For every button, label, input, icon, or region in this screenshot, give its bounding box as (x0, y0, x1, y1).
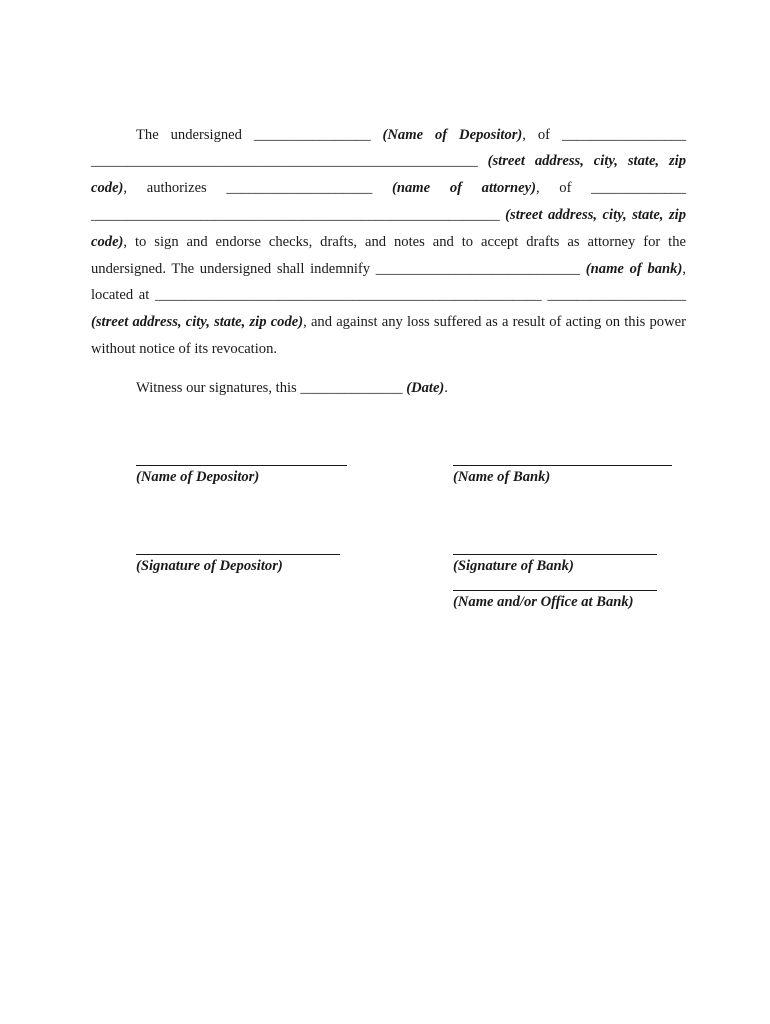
depositor-name-blank: ________________ (253, 126, 371, 143)
depositor-name-line (136, 465, 347, 466)
depositor-name-caption: (Name of Depositor) (136, 469, 260, 485)
of-text-2: , of (535, 180, 592, 197)
witness-text: Witness our signatures, this (136, 380, 301, 396)
indemnity-text: , and against any loss suffered as a result of acting on this power without notice of its revocation. (91, 314, 686, 357)
date-blank: ______________ (300, 380, 403, 396)
of-text-1: , of (522, 126, 562, 143)
bank-office-block (453, 590, 657, 611)
attorney-name-label: (name of attorney) (392, 180, 536, 197)
located-at-text: , located at (91, 260, 686, 304)
witness-period: . (444, 380, 448, 396)
bank-name-caption: (Name of Bank) (453, 469, 551, 485)
attorney-address-blank: _____________ ________________________________________________________ (91, 180, 686, 223)
depositor-address-blank: _________________ _____________________________________________________ (91, 126, 686, 170)
depositor-signature-block (136, 554, 340, 575)
power-of-attorney-paragraph (91, 122, 686, 363)
bank-name-label: (name of bank) (585, 260, 683, 277)
bank-name-line (453, 465, 672, 466)
bank-signature-block (453, 554, 657, 575)
witness-line (136, 375, 448, 401)
bank-office-caption: (Name and/or Office at Bank) (453, 594, 634, 610)
depositor-signature-caption: (Signature of Depositor) (136, 558, 283, 574)
bank-office-line (453, 590, 657, 591)
authorizes-text: , authorizes (123, 180, 227, 197)
depositor-signature-line (136, 554, 340, 555)
depositor-address-label: (street address, city, state, zip code) (91, 153, 686, 197)
bank-address-blank: _____________________________________________________ ___________________ (154, 287, 686, 304)
depositor-name-block (136, 465, 347, 486)
date-label: (Date) (406, 380, 445, 396)
bank-name-blank: ____________________________ (375, 260, 581, 277)
bank-name-block (453, 465, 672, 486)
bank-signature-caption: (Signature of Bank) (453, 558, 574, 574)
attorney-address-label: (street address, city, state, zip code) (91, 206, 686, 250)
bank-signature-line (453, 554, 657, 555)
depositor-name-label: (Name of Depositor) (382, 126, 523, 143)
attorney-name-blank: ____________________ (226, 180, 373, 197)
intro-text: The undersigned (136, 126, 254, 143)
bank-address-label: (street address, city, state, zip code) (91, 314, 304, 331)
authority-text: , to sign and endorse checks, drafts, and notes and to accept drafts as attorney for the undersigned. The undersigned shall indemnify (91, 233, 686, 277)
